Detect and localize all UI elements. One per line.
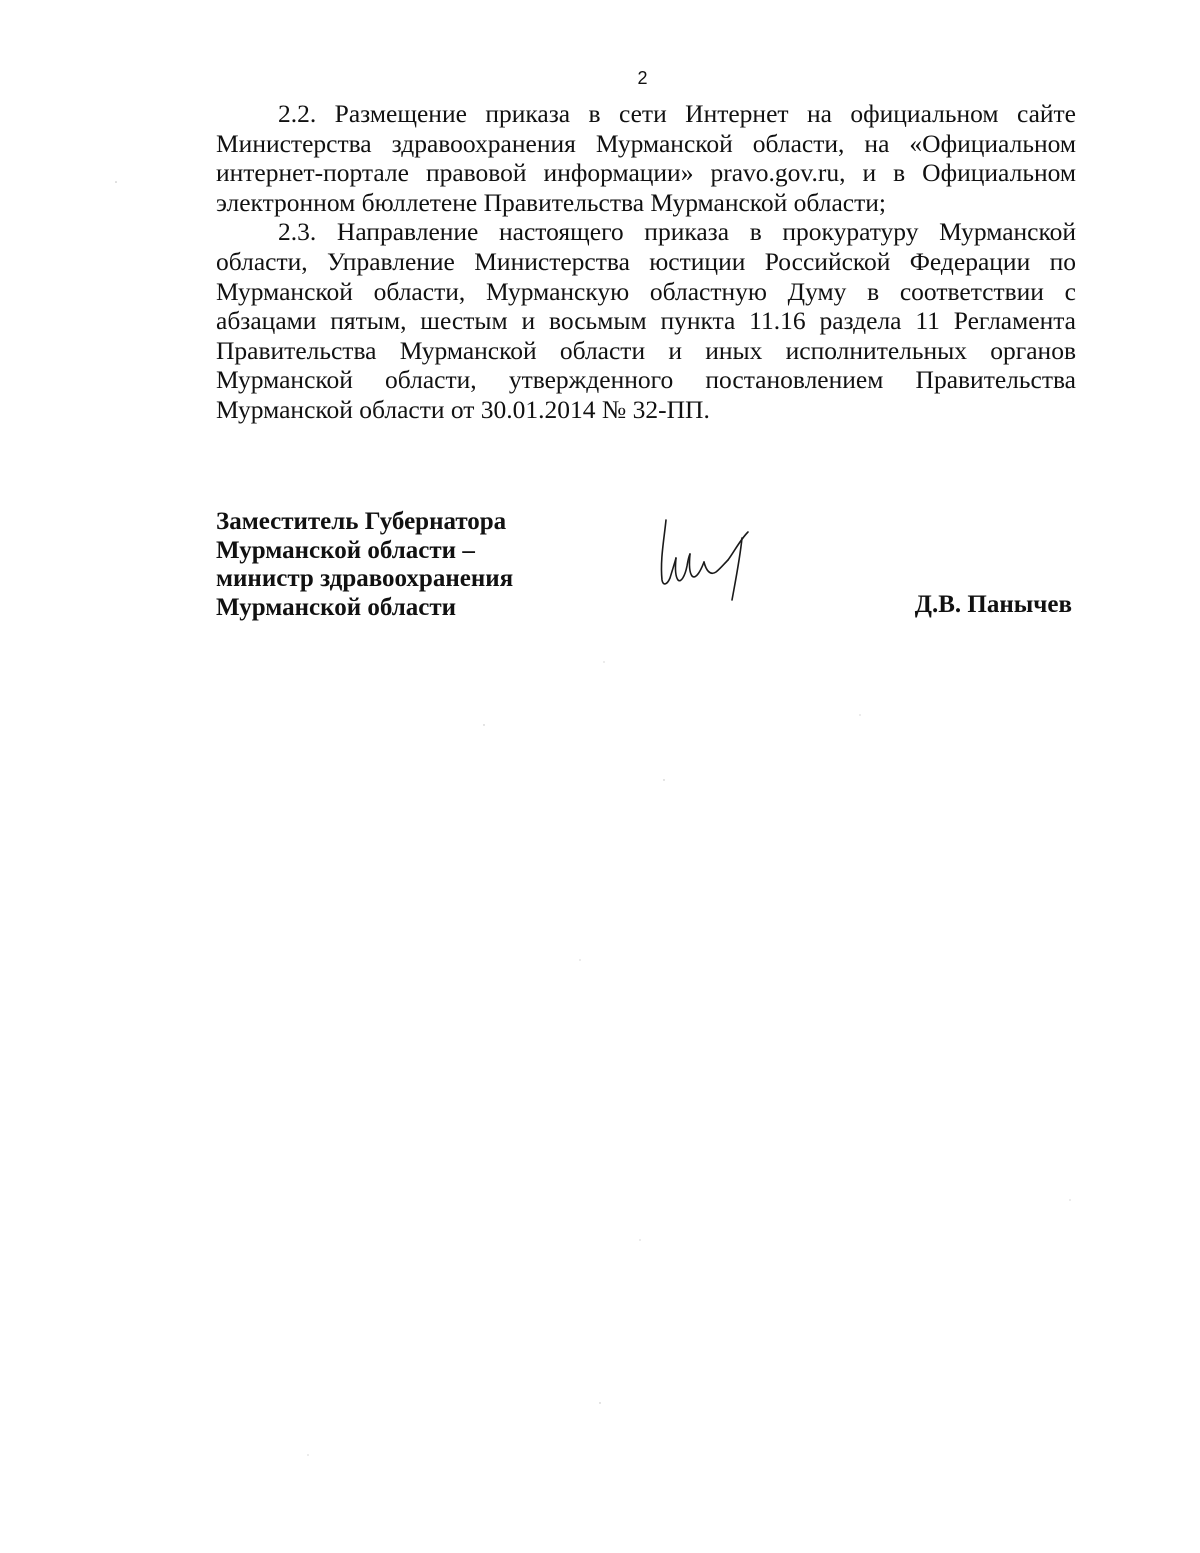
paragraph-2-3: 2.3. Направление настоящего приказа в прокуратуру Мурманской области, Управление Министерства юстиции Российской Федерации по Мурманской области, Мурманскую областную Думу в соответствии с абзацами пятым, шестым и восьмым пункта 11.16 раздела 11 Регламента Правительства Мурманской области и иных исполнительных органов Мурманской области, утвержденного постановлением Правительства Мурманской области от 30.01.2014 № 32-ПП. — [216, 217, 1076, 424]
position-line: Заместитель Губернатора — [216, 508, 507, 535]
signer-name: Д.В. Панычев — [914, 591, 1072, 618]
signatory-position — [216, 508, 513, 622]
page-number: 2 — [637, 68, 648, 88]
position-line: Мурманской области – — [216, 536, 475, 564]
document-body — [216, 99, 1076, 425]
position-line: министр здравоохранения — [216, 565, 514, 592]
handwritten-signature — [648, 512, 760, 604]
paragraph-2-2: 2.2. Размещение приказа в сети Интернет на официальном сайте Министерства здравоохранения Мурманской области, на «Официальном интернет-портале правовой информации» pravo.gov.ru, и в Официальном электронном бюллетене Правительства Мурманской области; — [216, 99, 1076, 217]
position-line: Мурманской области — [216, 593, 457, 621]
